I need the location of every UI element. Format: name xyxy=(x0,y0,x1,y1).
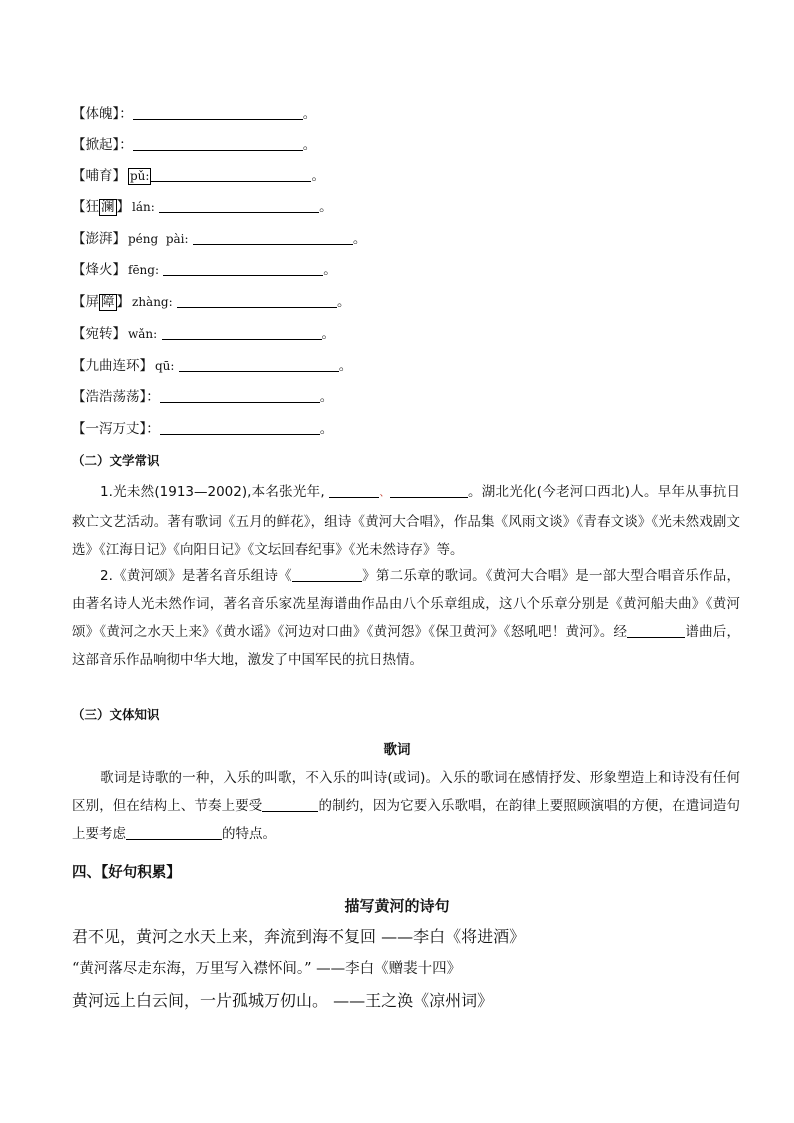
vocab-end: 。 xyxy=(319,389,334,405)
highlighted-char: 障 xyxy=(101,294,115,310)
vocab-term-close: 】 xyxy=(116,294,130,310)
para-text: 2.《黄河颂》是著名音乐组诗《 xyxy=(100,568,292,584)
vocab-line-pingzhang xyxy=(72,292,350,312)
vocab-term: 【九曲连环】 xyxy=(72,358,153,374)
literature-paragraph-2 xyxy=(72,562,740,674)
pinyin: qū: xyxy=(155,359,175,373)
vocab-line-pengpai xyxy=(72,229,366,249)
vocab-end: 。 xyxy=(323,262,337,278)
pinyin-box: pǔ: xyxy=(130,169,150,183)
vocab-term: 【屏 xyxy=(72,294,99,310)
answer-blank[interactable] xyxy=(160,388,320,403)
vocab-term-close: 】 xyxy=(116,199,130,215)
vocab-line-xianqi xyxy=(72,135,316,155)
vocab-sep: ： xyxy=(146,421,160,437)
answer-blank[interactable] xyxy=(126,825,222,840)
pinyin: fēng: xyxy=(128,263,159,277)
vocab-term: 【体魄】 xyxy=(72,106,120,122)
poem-line: “黄河落尽走东海，万里写入襟怀间。” ——李白《赠裴十四》 xyxy=(72,961,462,977)
genre-paragraph xyxy=(72,764,740,848)
pinyin: zhàng: xyxy=(132,295,173,309)
para-text: 的制约，因为它要入乐歌唱，在韵律上要照顾演唱的方便，在遣词造句上要考虑 xyxy=(72,798,741,842)
genre-subtitle: 歌词 xyxy=(383,742,411,758)
vocab-line-buyu xyxy=(72,166,325,186)
vocab-term: 【掀起】 xyxy=(72,137,120,153)
para-text: 》第二乐章的歌词。《黄河大合唱》是一部大型合唱音乐作品，由著名诗人光未然作词，著名音乐家冼星海谱曲作品由八个乐章组成，这八个乐章分别是《黄河船夫曲》《黄河颂》《黄河之水天上来》《黄水谣》《河边对口曲》《黄河怨》《保卫黄河》《怒吼吧！黄河》。经 xyxy=(72,568,740,640)
vocab-line-haohao xyxy=(72,387,333,407)
vocab-term: 【哺育】 xyxy=(72,168,126,184)
section-title-good-sentences: 四、【好句积累】 xyxy=(72,865,181,881)
answer-blank[interactable] xyxy=(627,623,685,638)
red-mark: 、 xyxy=(379,488,390,499)
vocab-sep: ： xyxy=(119,106,133,122)
vocab-line-wanzhuan xyxy=(72,324,335,344)
answer-blank[interactable] xyxy=(262,797,318,812)
para-text: 歌词是诗歌的一种，入乐的叫歌，不入乐的叫诗(或词)。入乐的歌词在感情抒发、形象塑造上和诗没有任何区别，但在结构上、节奏上要受 xyxy=(72,770,740,814)
vocab-end: 。 xyxy=(319,199,333,215)
para-text: 谱曲后，这部音乐作品响彻中华大地，激发了中国军民的抗日热情。 xyxy=(72,624,741,668)
vocab-end: 。 xyxy=(302,137,317,153)
vocab-term: 【澎湃】 xyxy=(72,231,126,247)
vocab-term: 【狂 xyxy=(72,199,99,215)
answer-blank[interactable] xyxy=(177,293,337,308)
answer-blank[interactable] xyxy=(163,261,323,276)
vocab-line-fenghuo xyxy=(72,260,337,280)
answer-blank[interactable] xyxy=(159,198,319,213)
answer-blank[interactable] xyxy=(179,357,339,372)
pinyin: wǎn: xyxy=(128,327,158,341)
vocab-term: 【宛转】 xyxy=(72,326,126,342)
vocab-line-kuanglan xyxy=(72,197,333,217)
answer-blank[interactable] xyxy=(160,420,320,435)
vocab-end: 。 xyxy=(352,231,367,247)
vocab-line-tipo xyxy=(72,104,316,124)
answer-blank[interactable] xyxy=(133,105,303,120)
vocab-line-jiuqu xyxy=(72,356,352,376)
vocab-end: 。 xyxy=(338,358,353,374)
answer-blank[interactable] xyxy=(329,483,379,498)
vocab-end: 。 xyxy=(336,294,351,310)
vocab-end: 。 xyxy=(321,326,335,342)
section-title-literature: （二）文学常识 xyxy=(72,453,160,468)
vocab-term: 【烽火】 xyxy=(72,262,126,278)
poem-subtitle: 描写黄河的诗句 xyxy=(344,897,450,915)
pinyin: péng pài: xyxy=(128,232,189,246)
vocab-term: 【浩浩荡荡】 xyxy=(72,389,147,405)
vocab-sep: ： xyxy=(146,389,160,405)
vocab-end: 。 xyxy=(302,106,317,122)
vocab-end: 。 xyxy=(311,168,325,184)
section-title-genre: （三）文体知识 xyxy=(72,707,160,722)
answer-blank[interactable] xyxy=(133,136,303,151)
literature-paragraph-1 xyxy=(72,478,740,564)
vocab-line-yixie xyxy=(72,419,333,439)
answer-blank[interactable] xyxy=(162,325,322,340)
vocab-term: 【一泻万丈】 xyxy=(72,421,147,437)
vocab-sep: ： xyxy=(119,137,133,153)
answer-blank[interactable] xyxy=(292,567,362,582)
pinyin: lán: xyxy=(132,200,155,214)
poem-line: 黄河远上白云间，一片孤城万仞山。 ——王之涣《凉州词》 xyxy=(72,991,494,1010)
vocab-end: 。 xyxy=(319,421,334,437)
highlighted-char: 澜 xyxy=(101,199,115,215)
para-text: 1.光未然(1913—2002),本名张光年, xyxy=(100,484,325,500)
para-text: 的特点。 xyxy=(222,826,276,842)
answer-blank[interactable] xyxy=(193,230,353,245)
answer-blank[interactable] xyxy=(151,167,311,182)
answer-blank[interactable] xyxy=(390,483,468,498)
para-text: 。湖北光化(今老河口西北)人。早年从事抗日救亡文艺活动。著有歌词《五月的鲜花》，组诗《黄河大合唱》，作品集《风雨文谈》《青春文谈》《光未然戏剧文选》《江海日记》《向阳日记》《文坛回春纪事》《光未然诗存》等。 xyxy=(72,484,740,558)
poem-line: 君不见，黄河之水天上来，奔流到海不复回 ——李白《将进酒》 xyxy=(72,927,526,946)
